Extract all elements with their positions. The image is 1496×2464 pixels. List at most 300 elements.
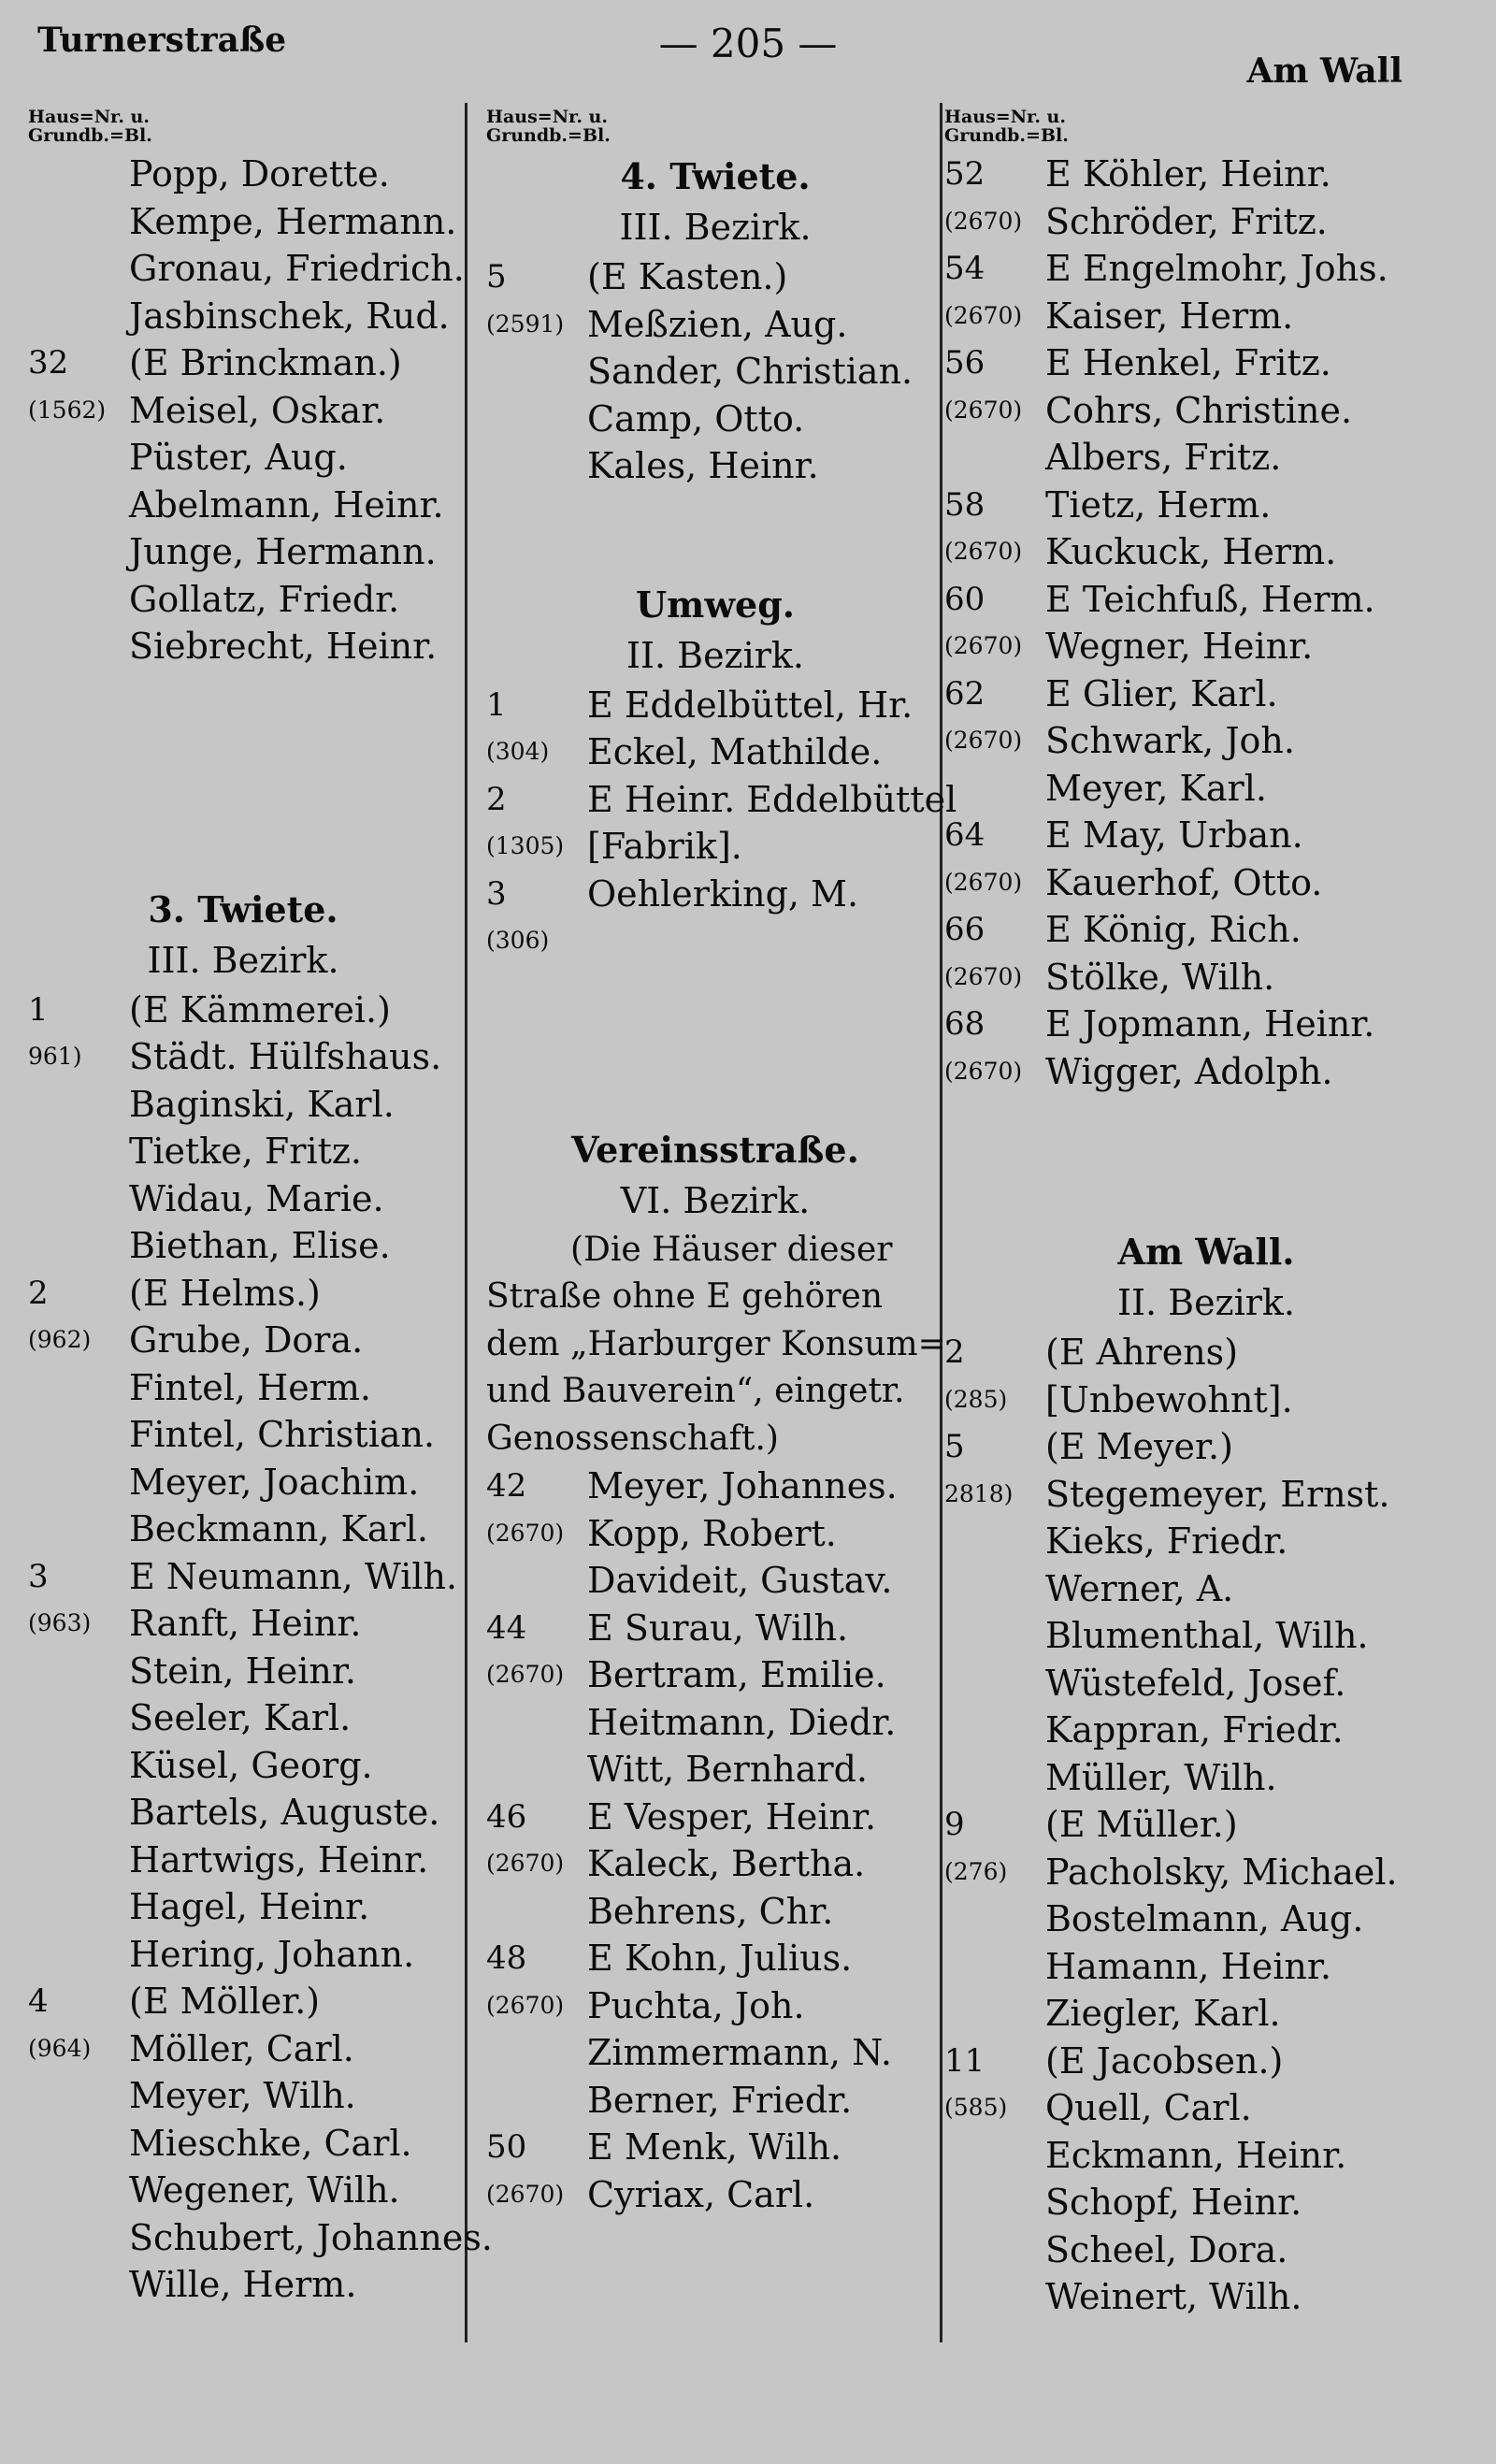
land-register-number: (964): [28, 2034, 92, 2062]
land-register-number: (285): [944, 1385, 1008, 1413]
directory-entry: [28, 1222, 458, 1270]
resident-name: (E Ahrens): [1045, 1332, 1239, 1373]
directory-entry: [944, 2273, 1468, 2321]
resident-name: Fintel, Herm.: [129, 1366, 371, 1408]
resident-name: Stegemeyer, Ernst.: [1045, 1473, 1390, 1515]
directory-entry: [28, 293, 458, 340]
directory-entry: [944, 1660, 1468, 1708]
resident-name: Bartels, Auguste.: [129, 1792, 440, 1833]
directory-entry: [486, 823, 944, 871]
directory-entry: [28, 1600, 458, 1648]
column-2: [486, 107, 957, 2218]
resident-name: Schröder, Fritz.: [1045, 200, 1328, 242]
directory-entry: [944, 1518, 1468, 1565]
resident-name: Heitmann, Diedr.: [587, 1701, 897, 1743]
directory-entry: [944, 151, 1468, 198]
directory-entry: [944, 198, 1468, 246]
land-register-number: (1305): [486, 832, 565, 859]
directory-entry: [944, 1754, 1468, 1802]
resident-name: Meyer, Johannes.: [587, 1465, 898, 1506]
resident-name: Kuckuck, Herm.: [1045, 531, 1337, 572]
land-register-number: (2670): [944, 1057, 1023, 1085]
caption-line: Haus=Nr. u.: [944, 107, 1066, 127]
resident-name: Grube, Dora.: [129, 1319, 364, 1361]
resident-name: E Jopmann, Heinr.: [1045, 1003, 1375, 1045]
note-line: dem „Harburger Konsum=: [486, 1324, 946, 1363]
directory-entry: [28, 576, 458, 624]
resident-name: Hering, Johann.: [129, 1933, 415, 1975]
resident-name: Berner, Friedr.: [587, 2079, 853, 2121]
land-register-number: (2670): [486, 2180, 565, 2208]
column-rule-1: [465, 103, 468, 2342]
district-label: VI. Bezirk.: [620, 1179, 811, 1221]
street-heading: Umweg.: [635, 583, 796, 626]
house-number: 3: [486, 874, 507, 913]
directory-entry: [944, 1943, 1468, 1991]
directory-entry: [486, 1510, 944, 1558]
resident-name: Gollatz, Friedr.: [129, 578, 400, 620]
house-number: 54: [944, 250, 985, 287]
resident-name: E Engelmohr, Johs.: [1045, 248, 1388, 289]
directory-entry: [944, 1001, 1468, 1048]
resident-name: Beckmann, Karl.: [129, 1508, 428, 1549]
directory-entry: [28, 987, 458, 1034]
directory-entry: [486, 2029, 944, 2077]
house-number: 2: [486, 780, 507, 818]
land-register-number: (2670): [944, 207, 1023, 235]
resident-name: Baginski, Karl.: [129, 1083, 395, 1125]
resident-name: Möller, Carl.: [129, 2027, 354, 2069]
directory-entry: [944, 812, 1468, 859]
directory-entry: [28, 2261, 458, 2309]
resident-name: Ziegler, Karl.: [1045, 1993, 1281, 2034]
resident-name: Widau, Marie.: [129, 1177, 384, 1219]
resident-name: E Köhler, Heinr.: [1045, 153, 1331, 195]
land-register-number: (962): [28, 1326, 92, 1353]
directory-entry: [28, 1364, 458, 1412]
resident-name: Wüstefeld, Josef.: [1045, 1662, 1346, 1704]
directory-entry: [944, 2084, 1468, 2132]
land-register-number: (2670): [944, 396, 1023, 424]
house-number: 32: [28, 344, 69, 382]
street-heading: Am Wall.: [1117, 1231, 1295, 1273]
resident-name: Hagel, Heinr.: [129, 1886, 370, 1927]
directory-entry: [944, 2132, 1468, 2180]
resident-name: (E Brinckman.): [129, 342, 402, 383]
resident-name: Jasbinschek, Rud.: [129, 295, 450, 337]
district-label: III. Bezirk.: [619, 207, 812, 248]
resident-name: Stein, Heinr.: [129, 1650, 356, 1692]
land-register-number: (2670): [944, 962, 1023, 990]
house-number: 2: [944, 1333, 965, 1371]
directory-entry: [28, 623, 458, 670]
house-number: 4: [28, 1982, 49, 2020]
resident-name: (E Müller.): [1045, 1804, 1238, 1845]
directory-entry: [486, 2124, 944, 2171]
house-number: 42: [486, 1467, 527, 1505]
resident-name: Bostelmann, Aug.: [1045, 1898, 1364, 1939]
caption-line: Grundb.=Bl.: [28, 125, 152, 146]
directory-entry: [944, 906, 1468, 954]
resident-name: Kaiser, Herm.: [1045, 295, 1294, 337]
land-register-number: (1562): [28, 396, 107, 424]
directory-entry: [944, 765, 1468, 813]
street-heading: Vereinsstraße.: [571, 1128, 859, 1171]
directory-entry: [486, 2077, 944, 2125]
resident-name: Davideit, Gustav.: [587, 1560, 893, 1601]
directory-entry: [944, 623, 1468, 670]
resident-name: Quell, Carl.: [1045, 2087, 1252, 2128]
directory-entry: [486, 253, 944, 301]
resident-name: Tietke, Fritz.: [129, 1131, 362, 1172]
resident-name: (E Möller.): [129, 1981, 321, 2022]
directory-entry: [944, 1849, 1468, 1896]
resident-name: E Vesper, Heinr.: [587, 1795, 877, 1837]
note-line: (Die Häuser dieser: [570, 1230, 893, 1269]
resident-name: Cohrs, Christine.: [1045, 389, 1353, 431]
house-number: 56: [944, 344, 985, 382]
directory-entry: [486, 1746, 944, 1794]
directory-entry: [28, 1081, 458, 1129]
directory-entry: [28, 1883, 458, 1931]
resident-name: Biethan, Elise.: [129, 1225, 391, 1266]
land-register-number: (304): [486, 738, 550, 765]
directory-entry: [486, 301, 944, 349]
resident-name: E Heinr. Eddelbüttel: [587, 778, 957, 820]
running-header-left: Turnerstraße: [37, 21, 287, 60]
resident-name: Oehlerking, M.: [587, 872, 859, 915]
street-heading: 4. Twiete.: [620, 155, 811, 197]
house-number: 1: [28, 990, 49, 1029]
resident-name: Werner, A.: [1045, 1567, 1234, 1609]
resident-name: Zimmermann, N.: [587, 2032, 892, 2073]
resident-name: E May, Urban.: [1045, 814, 1303, 856]
resident-name: E König, Rich.: [1045, 909, 1302, 950]
resident-name: Meyer, Wilh.: [129, 2075, 356, 2116]
resident-name: Hamann, Heinr.: [1045, 1945, 1331, 1987]
directory-entry: [944, 1990, 1468, 2038]
directory-entry: [486, 1557, 944, 1605]
resident-name: Eckel, Mathilde.: [587, 731, 883, 772]
directory-entry: [28, 1978, 458, 2025]
directory-entry: [28, 1742, 458, 1790]
land-register-number: (2670): [944, 632, 1023, 659]
resident-name: Kales, Heinr.: [587, 445, 819, 486]
directory-entry: [28, 1128, 458, 1175]
resident-name: Wegener, Wilh.: [129, 2169, 400, 2211]
house-number: 5: [486, 258, 507, 295]
resident-name: Camp, Otto.: [587, 397, 805, 439]
district-label: II. Bezirk.: [626, 634, 805, 676]
resident-name: Meyer, Karl.: [1045, 767, 1267, 809]
directory-entry: [486, 1935, 944, 1982]
directory-entry: [28, 387, 458, 435]
directory-entry: [28, 2167, 458, 2214]
entry-list: [944, 1329, 1468, 2321]
resident-name: [Unbewohnt].: [1045, 1378, 1293, 1420]
directory-entry: [944, 1612, 1468, 1660]
directory-entry: [28, 1553, 458, 1601]
house-number-caption: [28, 108, 458, 145]
resident-name: Kieks, Friedr.: [1045, 1520, 1288, 1562]
resident-name: Pacholsky, Michael.: [1045, 1851, 1398, 1893]
directory-entry: [28, 2072, 458, 2120]
resident-name: Schopf, Heinr.: [1045, 2182, 1302, 2223]
house-number: 68: [944, 1005, 985, 1043]
district-label: III. Bezirk.: [147, 939, 339, 981]
directory-entry: [28, 528, 458, 576]
resident-name: Gronau, Friedrich.: [129, 248, 465, 289]
running-header-right: Am Wall: [1246, 51, 1402, 91]
resident-name: Stölke, Wilh.: [1045, 956, 1275, 998]
directory-entry: [486, 1463, 944, 1510]
directory-entry: [28, 1459, 458, 1506]
directory-entry: [944, 717, 1468, 765]
resident-name: Popp, Dorette.: [129, 153, 390, 195]
directory-entry: [944, 859, 1468, 907]
house-number: 58: [944, 485, 985, 524]
directory-entry: [944, 1895, 1468, 1943]
resident-name: Meßzien, Aug.: [587, 303, 848, 345]
house-number: 3: [28, 1557, 49, 1595]
resident-name: Wigger, Adolph.: [1045, 1050, 1333, 1092]
resident-name: Eckmann, Heinr.: [1045, 2134, 1347, 2176]
land-register-number: (2670): [486, 1991, 565, 2019]
directory-entry: [28, 1317, 458, 1364]
resident-name: Junge, Hermann.: [129, 531, 437, 572]
directory-entry: [28, 2214, 493, 2262]
district-label: II. Bezirk.: [1116, 1282, 1296, 1323]
house-number: 50: [486, 2128, 527, 2166]
resident-name: (E Helms.): [129, 1272, 321, 1314]
resident-name: Kauerhof, Otto.: [1045, 861, 1323, 903]
directory-entry: [28, 1033, 458, 1081]
directory-entry: [28, 1506, 458, 1553]
resident-name: Abelmann, Heinr.: [129, 483, 444, 526]
resident-name: E Menk, Wilh.: [587, 2126, 842, 2168]
directory-entry: [486, 396, 944, 443]
directory-entry: [28, 1270, 458, 1318]
land-register-number: 961): [28, 1043, 82, 1070]
house-number: 2: [28, 1274, 49, 1312]
land-register-number: (2670): [944, 868, 1023, 896]
resident-name: Behrens, Chr.: [587, 1890, 834, 1932]
street-heading: 3. Twiete.: [148, 887, 338, 930]
caption-line: Grundb.=Bl.: [944, 125, 1069, 146]
land-register-number: (2670): [944, 301, 1023, 329]
directory-entry: [28, 1694, 458, 1742]
directory-entry: [486, 1794, 944, 1841]
directory-entry: [486, 2171, 944, 2219]
note-line: Straße ohne E gehören: [486, 1277, 884, 1316]
resident-name: Weinert, Wilh.: [1045, 2276, 1302, 2317]
resident-name: E Henkel, Fritz.: [1045, 342, 1331, 383]
resident-name: Cyriax, Carl.: [587, 2173, 815, 2215]
resident-name: Meisel, Oskar.: [129, 389, 386, 431]
resident-name: Schubert, Johannes.: [129, 2216, 493, 2258]
land-register-number: (2670): [486, 1661, 565, 1688]
resident-name: (E Kasten.): [587, 256, 788, 297]
resident-name: E Kohn, Julius.: [587, 1938, 853, 1979]
street-note: [486, 1227, 944, 1463]
column-1: [28, 107, 493, 2309]
house-number-caption: [944, 108, 1468, 145]
directory-entry: [28, 198, 458, 246]
resident-name: E Teichfuß, Herm.: [1045, 578, 1375, 620]
directory-entry: [28, 1411, 458, 1459]
entry-list: [486, 253, 944, 490]
house-number: 9: [944, 1806, 965, 1843]
directory-entry: [944, 1471, 1468, 1519]
resident-name: Blumenthal, Wilh.: [1045, 1615, 1369, 1656]
directory-entry: [944, 528, 1468, 576]
land-register-number: (2670): [486, 1850, 565, 1877]
directory-entry: [28, 2120, 458, 2168]
directory-entry: [28, 1837, 458, 1884]
directory-entry: [486, 1651, 944, 1699]
resident-name: Püster, Aug.: [129, 437, 348, 478]
resident-name: (E Kämmerei.): [129, 988, 391, 1030]
land-register-number: (2591): [486, 310, 565, 338]
page-number: — 205 —: [658, 21, 838, 66]
directory-entry: [486, 1840, 944, 1888]
resident-name: Kopp, Robert.: [587, 1512, 837, 1554]
resident-name: Kappran, Friedr.: [1045, 1709, 1344, 1751]
directory-entry: [28, 245, 465, 293]
directory-entry: [944, 1565, 1468, 1613]
directory-entry: [486, 871, 944, 918]
resident-name: Wille, Herm.: [129, 2264, 357, 2305]
directory-entry: [28, 482, 458, 529]
resident-name: Bertram, Emilie.: [587, 1654, 886, 1695]
house-number: 64: [944, 816, 985, 854]
directory-entry: [486, 442, 944, 490]
resident-name: Kaleck, Bertha.: [587, 1843, 866, 1884]
resident-name: Mieschke, Carl.: [129, 2122, 412, 2164]
directory-entry: [944, 576, 1468, 624]
resident-name: Städt. Hülfshaus.: [129, 1036, 442, 1077]
land-register-number: (585): [944, 2094, 1008, 2121]
caption-line: Haus=Nr. u.: [486, 107, 608, 127]
directory-entry: [28, 151, 458, 198]
resident-name: Sander, Christian.: [587, 351, 913, 392]
resident-name: Seeler, Karl.: [129, 1697, 352, 1738]
house-number: 62: [944, 674, 985, 713]
land-register-number: (276): [944, 1857, 1008, 1885]
resident-name: E Glier, Karl.: [1045, 672, 1278, 714]
resident-name: E Eddelbüttel, Hr.: [587, 684, 913, 726]
directory-entry: [944, 339, 1468, 387]
land-register-number: (963): [28, 1609, 92, 1636]
directory-entry: [486, 1982, 944, 2030]
house-number: 66: [944, 911, 985, 948]
resident-name: (E Jacobsen.): [1045, 2039, 1284, 2082]
entry-list: [28, 151, 465, 670]
directory-entry: [944, 954, 1468, 1001]
note-line: und Bauverein“, eingetr.: [486, 1372, 905, 1410]
house-number: 52: [944, 155, 985, 193]
directory-entry: [28, 1789, 458, 1837]
resident-name: Scheel, Dora.: [1045, 2228, 1288, 2270]
resident-name: Wegner, Heinr.: [1045, 626, 1314, 667]
resident-name: Fintel, Christian.: [129, 1414, 436, 1455]
directory-entry: [944, 482, 1468, 529]
house-number-caption: [486, 108, 944, 145]
directory-entry: [486, 776, 957, 824]
directory-entry: [944, 2179, 1468, 2226]
entry-list: [28, 987, 493, 2309]
resident-name: Ranft, Heinr.: [129, 1603, 362, 1644]
entry-list: [486, 1463, 944, 2218]
directory-entry: [944, 1048, 1468, 1096]
caption-line: Haus=Nr. u.: [28, 107, 150, 127]
resident-name: Kempe, Hermann.: [129, 200, 457, 242]
land-register-number: 2818): [944, 1479, 1014, 1507]
directory-entry: [486, 1699, 944, 1747]
resident-name: E Neumann, Wilh.: [129, 1555, 458, 1597]
directory-entry: [944, 1707, 1468, 1754]
land-register-number: (2670): [486, 1519, 565, 1547]
land-register-number: (2670): [944, 727, 1023, 754]
directory-entry: [28, 1175, 458, 1223]
directory-entry: [28, 339, 458, 387]
directory-entry: [944, 2038, 1468, 2085]
resident-name: Müller, Wilh.: [1045, 1756, 1277, 1798]
column-3: [944, 108, 1468, 2321]
house-number: 5: [944, 1428, 965, 1465]
resident-name: Albers, Fritz.: [1045, 437, 1282, 478]
directory-entry: [944, 1329, 1468, 1376]
resident-name: Meyer, Joachim.: [129, 1461, 420, 1503]
resident-name: (E Meyer.): [1045, 1426, 1233, 1467]
entry-list: [486, 682, 957, 965]
directory-entry: [486, 1605, 944, 1652]
directory-entry: [28, 434, 458, 482]
directory-entry: [944, 2226, 1468, 2274]
directory-entry: [944, 670, 1468, 718]
directory-entry: [944, 245, 1468, 293]
land-register-number: (2670): [944, 538, 1023, 565]
caption-line: Grundb.=Bl.: [486, 125, 611, 146]
directory-entry: [28, 1931, 458, 1979]
directory-entry: [28, 2025, 458, 2073]
resident-name: Küsel, Georg.: [129, 1744, 373, 1786]
directory-entry: [944, 1376, 1468, 1424]
directory-entry: [486, 917, 944, 965]
resident-name: [Fabrik].: [587, 826, 742, 867]
house-number: 11: [944, 2041, 985, 2080]
directory-entry: [486, 682, 944, 729]
entry-list: [944, 151, 1468, 1095]
note-line: Genossenschaft.): [486, 1419, 779, 1458]
directory-entry: [944, 293, 1468, 340]
directory-entry: [944, 387, 1468, 435]
house-number: 46: [486, 1797, 527, 1836]
directory-entry: [28, 1648, 458, 1695]
house-number: 48: [486, 1939, 527, 1977]
house-number: 1: [486, 685, 507, 724]
resident-name: Hartwigs, Heinr.: [129, 1838, 429, 1880]
resident-name: E Surau, Wilh.: [587, 1607, 849, 1649]
directory-entry: [486, 1888, 944, 1936]
house-number: 60: [944, 580, 985, 618]
land-register-number: (306): [486, 927, 550, 954]
directory-entry: [486, 348, 944, 396]
resident-name: Siebrecht, Heinr.: [129, 626, 438, 667]
resident-name: Witt, Bernhard.: [587, 1749, 868, 1790]
directory-entry: [944, 1423, 1468, 1471]
directory-entry: [486, 728, 944, 776]
